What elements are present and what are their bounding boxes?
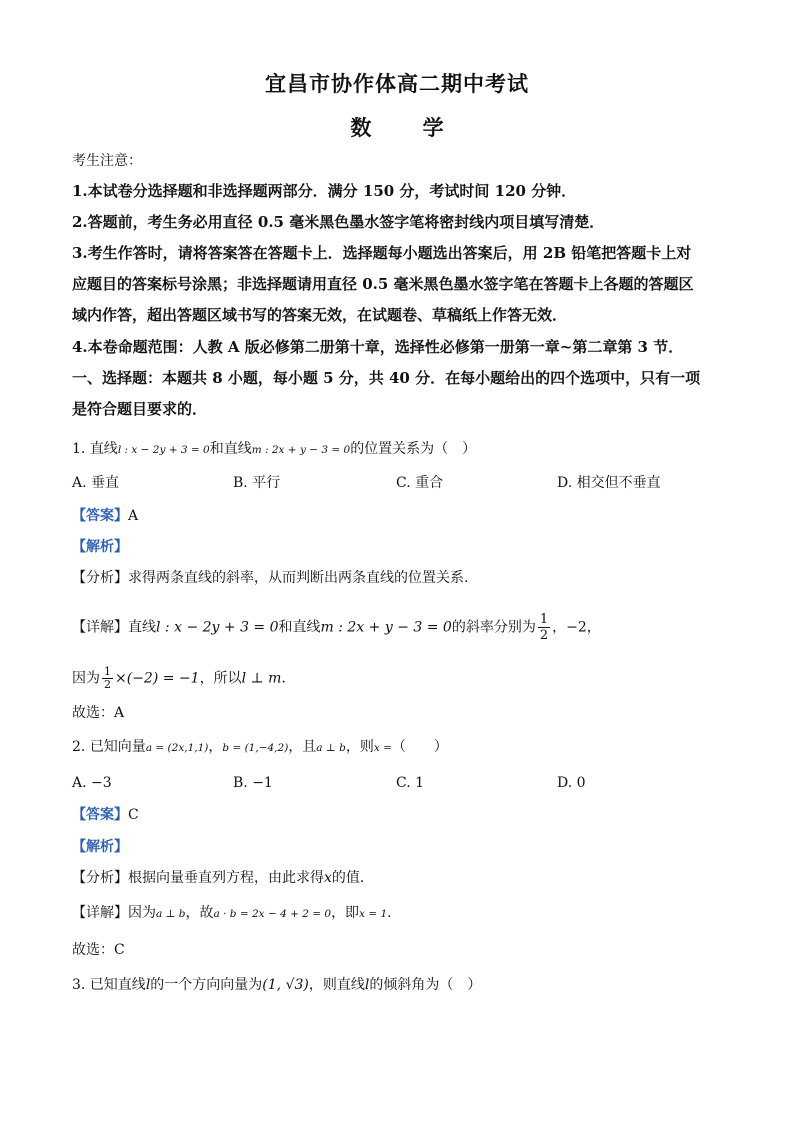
fenxi-line xyxy=(72,569,732,587)
question-text: （ ） xyxy=(391,739,448,755)
notice-item-3-line-1: 3.考生作答时，请将答案答在答题卡上．选择题每小题选出答案后，用 2B 铅笔把答题卡上对 xyxy=(72,244,692,262)
detail-text: . xyxy=(387,905,392,921)
subject-title: 数 学 xyxy=(350,115,466,140)
fenxi-text: 的值. xyxy=(331,870,365,886)
section-1-line-2: 是符合题目要求的． xyxy=(72,400,208,418)
product-expression: ×(−2) = −1 xyxy=(115,670,200,687)
x-equals: x = xyxy=(373,742,392,754)
question-text: 已知直线 xyxy=(89,977,146,993)
option-c: C. 重合 xyxy=(396,475,444,491)
detail-tag: 【详解】 xyxy=(72,619,128,636)
detail-text: 和直线 xyxy=(278,619,321,636)
equation-line-l: l : x − 2y + 3 = 0 xyxy=(117,444,210,456)
slope-fraction xyxy=(538,612,550,643)
fraction-numerator: 1 xyxy=(104,665,111,678)
perpendicular-condition: a ⊥ b xyxy=(156,908,186,920)
fraction-denominator: 2 xyxy=(539,628,549,643)
variable-x: x xyxy=(324,870,332,886)
question-text: 的一个方向向量为 xyxy=(150,977,263,993)
question-3 xyxy=(72,976,732,994)
perpendicular-condition: a ⊥ b xyxy=(316,742,346,754)
notice-item-4: 4.本卷命题范围：人教 A 版必修第二册第十章，选择性必修第一册第一章~第二章第 3 节． xyxy=(72,338,684,356)
vector-b: b = (1,−4,2) xyxy=(222,742,289,754)
option-d: D. 相交但不垂直 xyxy=(557,475,661,491)
option-b: B. 平行 xyxy=(233,475,281,491)
notice-item-1: 1.本试卷分选择题和非选择题两部分．满分 150 分，考试时间 120 分钟． xyxy=(72,182,577,200)
question-text: 和直线 xyxy=(209,441,252,457)
because-text: ，所以 xyxy=(199,670,242,687)
fenxi-line xyxy=(72,869,732,887)
x-solution: x = 1 xyxy=(359,908,388,920)
answer-value: C xyxy=(128,807,139,823)
question-text: 直线 xyxy=(89,441,118,457)
notice-item-3-line-2: 应题目的答案标号涂黑；非选择题请用直径 0.5 毫米黑色墨水签字笔在答题卡上各题的答题区 xyxy=(72,275,694,293)
section-1-line-1: 一、选择题：本题共 8 小题，每小题 5 分，共 40 分．在每小题给出的四个选项中，只有一项 xyxy=(72,369,701,387)
fenxi-tag: 【分析】 xyxy=(72,570,128,586)
detail-text: ，即 xyxy=(331,905,360,921)
fraction-denominator: 2 xyxy=(104,678,111,691)
question-1 xyxy=(72,440,732,459)
line-l: l xyxy=(364,977,370,993)
option-c: C. 1 xyxy=(396,775,425,791)
choose-line: 故选：A xyxy=(72,705,125,721)
detail-tag: 【详解】 xyxy=(72,905,128,921)
question-number: 3. xyxy=(72,977,86,993)
question-text: 的倾斜角为（ ） xyxy=(369,977,482,993)
fenxi-text: 求得两条直线的斜率，从而判断出两条直线的位置关系. xyxy=(128,570,469,586)
direction-vector: (1, √3) xyxy=(262,977,309,993)
because-text: 因为 xyxy=(72,670,100,687)
choose-line: 故选：C xyxy=(72,942,125,958)
question-text: ， xyxy=(208,739,223,755)
perpendicular-statement: l ⊥ m xyxy=(241,670,282,687)
detail-text: ，故 xyxy=(185,905,214,921)
product-fraction xyxy=(102,666,113,691)
answer-line xyxy=(72,507,732,525)
equation-line-m: m : 2x + y − 3 = 0 xyxy=(251,444,351,456)
fenxi-tag: 【分析】 xyxy=(72,870,128,886)
because-line xyxy=(72,666,732,691)
detail-text: ，−2， xyxy=(552,619,601,636)
detail-text: 的斜率分别为 xyxy=(451,619,536,636)
analysis-line xyxy=(72,538,732,556)
question-number: 2. xyxy=(72,739,86,755)
fenxi-text: 根据向量垂直列方程，由此求得 xyxy=(128,870,324,886)
question-text: 的位置关系为（ ） xyxy=(350,441,477,457)
detail-line xyxy=(72,612,732,643)
answer-line xyxy=(72,806,732,824)
notice-item-2: 2.答题前，考生务必用直径 0.5 毫米黑色墨水签字笔将密封线内项目填写清楚． xyxy=(72,213,605,231)
notice-item-3-line-3: 域内作答，超出答题区域书写的答案无效，在试题卷、草稿纸上作答无效． xyxy=(72,306,568,324)
answer-tag: 【答案】 xyxy=(72,807,128,823)
question-number: 1. xyxy=(72,441,86,457)
dot-product-equation: a · b = 2x − 4 + 2 = 0 xyxy=(213,908,332,920)
option-a: A. −3 xyxy=(72,775,112,791)
fraction-numerator: 1 xyxy=(539,612,549,627)
notice-heading: 考生注意： xyxy=(72,153,142,169)
vector-a: a = (2x,1,1) xyxy=(145,742,209,754)
option-d: D. 0 xyxy=(557,775,586,791)
equation-line-m: m : 2x + y − 3 = 0 xyxy=(320,619,452,636)
detail-line xyxy=(72,904,732,923)
answer-value: A xyxy=(128,508,139,524)
analysis-line xyxy=(72,838,732,856)
analysis-tag: 【解析】 xyxy=(72,539,128,555)
question-text: ，则直线 xyxy=(308,977,365,993)
question-2 xyxy=(72,738,732,757)
exam-title: 宜昌市协作体高二期中考试 xyxy=(265,71,529,96)
option-b: B. −1 xyxy=(233,775,273,791)
question-text: ，且 xyxy=(288,739,317,755)
equation-line-l: l : x − 2y + 3 = 0 xyxy=(156,619,279,636)
detail-text: 因为 xyxy=(128,905,156,921)
question-text: ，则 xyxy=(345,739,374,755)
line-l: l xyxy=(145,977,151,993)
analysis-tag: 【解析】 xyxy=(72,839,128,855)
question-text: 已知向量 xyxy=(89,739,146,755)
detail-text: 直线 xyxy=(128,619,156,636)
answer-tag: 【答案】 xyxy=(72,508,128,524)
because-text: . xyxy=(281,670,286,687)
option-a: A. 垂直 xyxy=(72,475,120,491)
